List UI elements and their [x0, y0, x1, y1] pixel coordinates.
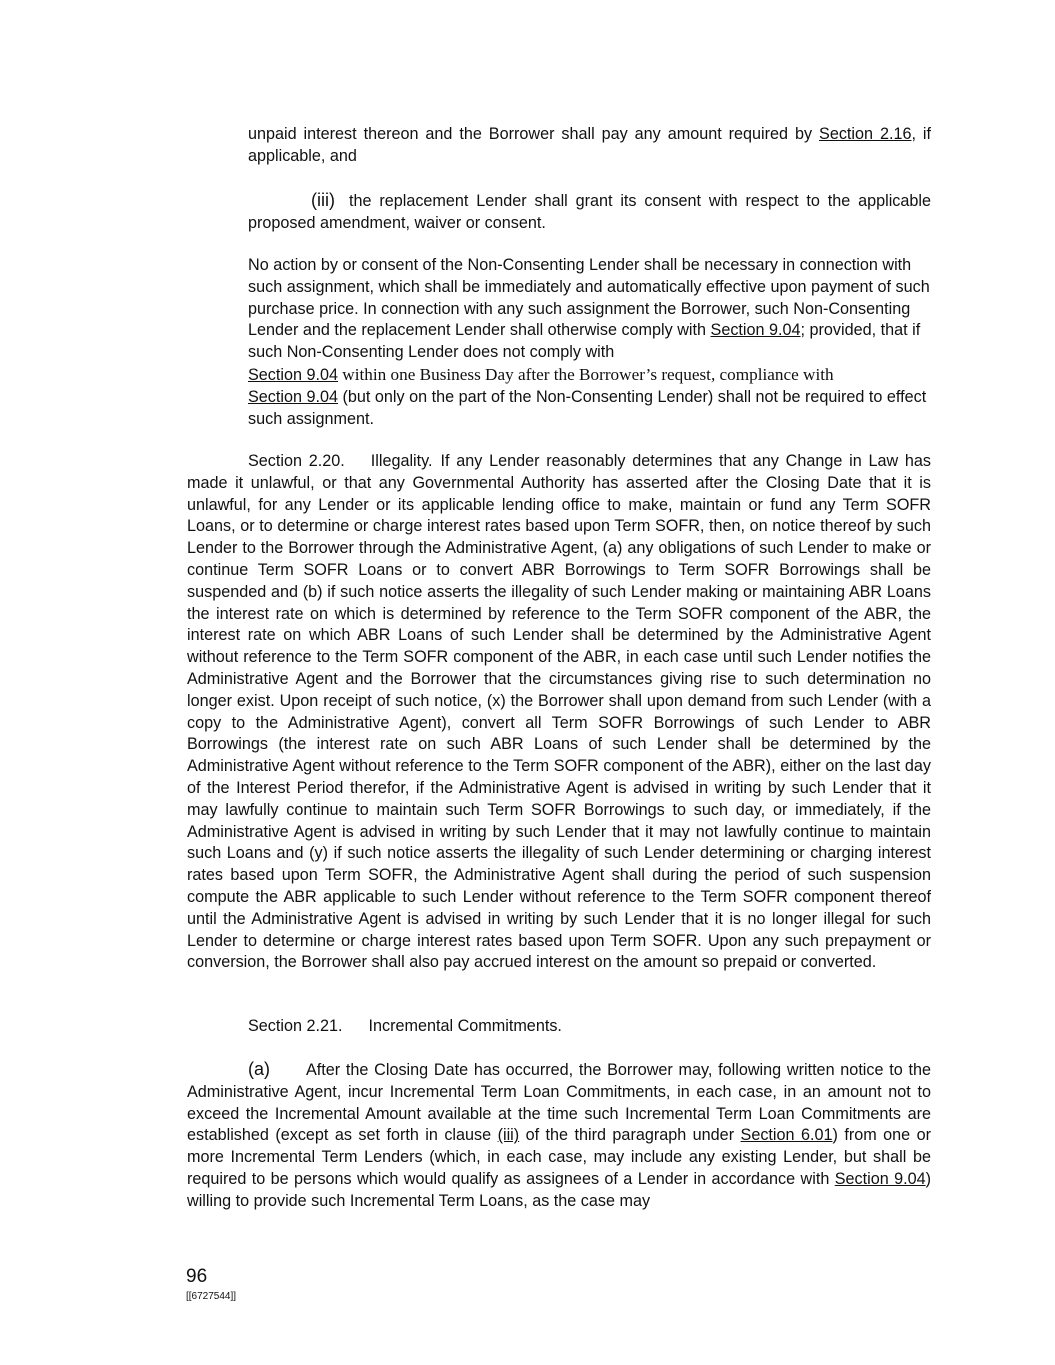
- section-number: Section 2.20.: [248, 452, 345, 470]
- section-reference-link[interactable]: Section 6.01: [740, 1126, 833, 1145]
- clause-marker: (a): [248, 1059, 270, 1079]
- section-reference-link[interactable]: Section 9.04: [248, 365, 338, 384]
- text-run: (but only on the part of the Non-Consenting Lender) shall not be required to effect such assignment.: [248, 387, 927, 428]
- text-run: of the third paragraph under: [519, 1126, 741, 1145]
- section-reference-link[interactable]: Section 9.04: [834, 1169, 926, 1188]
- section-reference-link[interactable]: Section 9.04: [248, 387, 338, 406]
- no-action-paragraph: [248, 255, 931, 430]
- text-run: ; provided, that if such Non-Consenting Lender does not comply with: [248, 321, 921, 362]
- text-run: ) willing to provide such Incremental Term Loans, as the case may: [187, 1169, 931, 1210]
- clause-iii-paragraph: [248, 190, 931, 235]
- text-run: unpaid interest thereon and the Borrower shall pay any amount required by: [248, 125, 820, 143]
- text-run: within one Business Day after the Borrower’s request, compliance with: [338, 364, 834, 384]
- page-number: 96: [186, 1266, 208, 1287]
- section-body: If any Lender reasonably determines that any Change in Law has made it unlawful, or that any Governmental Authority has asserted after the Closing Date that it is unlawful, for any Lender or its applicable lending office to make, maintain or fund any Term SOFR Loans, or to determine or charge interest rates based upon Term SOFR, then, on notice thereof by such Lender to the Borrower through the Administrative Agent, (a) any obligations of such Lender to make or continue Term SOFR Loans or to convert ABR Borrowings to Term SOFR Borrowings shall be suspended and (b) if such notice asserts the illegality of such Lender making or maintaining ABR Loans the interest rate on which is determined by reference to the Term SOFR component of the ABR, the interest rate on which ABR Loans of such Lender shall be determined by the Administrative Agent without reference to the Term SOFR component of the ABR, in each case until such Lender notifies the Administrative Agent and the Borrower that the circumstances giving rise to such determination no longer exist. Upon receipt of such notice, (x) the Borrower shall upon demand from such Lender (with a copy to the Administrative Agent), convert all Term SOFR Borrowings of such Lender to ABR Borrowings (the interest rate on such ABR Loans of such Lender shall be determined by the Administrative Agent without reference to the Term SOFR component of the ABR), either on the last day of the Interest Period therefor, if the Administrative Agent is advised in writing by such Lender that it may lawfully continue to maintain such Term SOFR Borrowings to such day, or immediately, if the Administrative Agent is advised in writing by such Lender that it may not lawfully continue to maintain such Loans and (y) if such notice asserts the illegality of such Lender determining or charging interest rates based upon Term SOFR, the Administrative Agent shall during the period of such suspension compute the ABR applicable to such Lender without reference to the Term SOFR component thereof until the Administrative Agent is advised in writing by such Lender that it is no longer illegal for such Lender to determine or charge interest rates based upon Term SOFR. Upon any such prepayment or conversion, the Borrower shall also pay accrued interest on the amount so prepaid or converted.: [187, 452, 931, 972]
- text-run: No action by or consent of the Non-Consenting Lender shall be necessary in connection with such assignment, which shall be immediately and automatically effective upon payment of such purchase price. In connection with any such assignment the Borrower, such Non-Consenting Lender and the replacement Lender shall otherwise comply with: [248, 256, 930, 340]
- clause-marker: (iii): [311, 190, 335, 210]
- section-number: Section 2.21.: [248, 1017, 343, 1035]
- section-reference-link[interactable]: Section 9.04: [710, 321, 801, 340]
- section-2-20-paragraph: [187, 451, 931, 974]
- section-reference-link[interactable]: Section 2.16: [819, 125, 912, 143]
- section-2-21-heading: [248, 1016, 562, 1038]
- text-run: After the Closing Date has occurred, the Borrower may, following written notice to the Administrative Agent, incur Incremental Term Loan Commitments, in each case, in an amount not to exceed the Incremental Amount available at the time such Incremental Term Loan Commitments are established (except as set forth in clause: [187, 1061, 931, 1145]
- carryover-paragraph: [248, 124, 931, 168]
- text-run: ) from one or more Incremental Term Lenders (which, in each case, may include any existing Lender, but shall be required to be persons which would qualify as assignees of a Lender in accordance with: [187, 1126, 931, 1188]
- clause-a-paragraph: [187, 1059, 931, 1213]
- clause-reference-link[interactable]: (iii): [497, 1126, 520, 1145]
- section-title: Incremental Commitments.: [368, 1017, 562, 1035]
- clause-text: the replacement Lender shall grant its consent with respect to the applicable proposed amendment, waiver or consent.: [248, 192, 931, 232]
- section-title: Illegality.: [370, 452, 433, 470]
- text-run: , if applicable, and: [248, 125, 931, 165]
- document-id: [[6727544]]: [186, 1291, 237, 1302]
